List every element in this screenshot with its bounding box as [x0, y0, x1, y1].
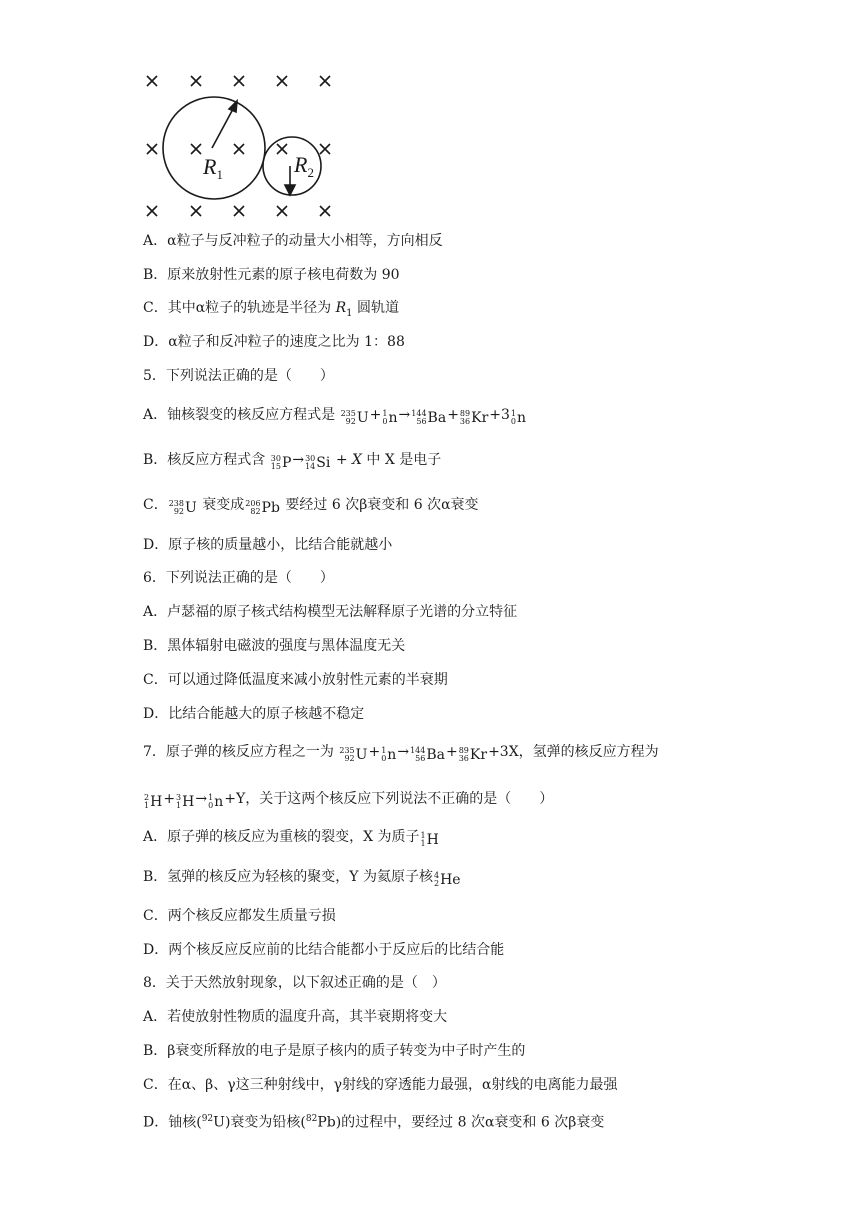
q4-option-d: D．α粒子和反冲粒子的速度之比为 1：88	[143, 334, 405, 350]
q5-option-c: C． 238 92 U 衰变成 206 82 Pb 要经过 6 次β衰变和 6 次α衰变	[143, 497, 479, 516]
cross-mark	[320, 76, 330, 86]
q8-option-b: B．β衰变所释放的电子是原子核内的质子转变为中子时产生的	[143, 1043, 526, 1059]
q8-option-a: A．若使放射性物质的温度升高，其半衰期将变大	[143, 1009, 448, 1025]
q5-option-d: D．原子核的质量越小，比结合能就越小	[143, 537, 393, 553]
q6-option-a: A．卢瑟福的原子核式结构模型无法解释原子光谱的分立特征	[143, 604, 518, 620]
q7-option-b: B．氢弹的核反应为轻核的聚变，Y 为氦原子核 4 2 He	[143, 869, 461, 888]
r1-label: $R_1$	[203, 154, 223, 182]
cross-mark	[191, 206, 201, 216]
cross-mark	[320, 206, 330, 216]
magnetic-field-figure	[140, 68, 340, 224]
cross-mark	[147, 144, 157, 154]
cross-mark	[191, 76, 201, 86]
q5-option-b: B．核反应方程式含 30 15 P→ 30 14 Si + X 中 X 是电子	[143, 452, 442, 471]
r1-arrow	[212, 101, 237, 148]
cross-marks	[147, 76, 330, 216]
q8-option-c: C．在α、β、γ这三种射线中，γ射线的穿透能力最强，α射线的电离能力最强	[143, 1077, 618, 1093]
q6-option-c: C．可以通过降低温度来减小放射性元素的半衰期	[143, 672, 448, 688]
q7-option-a: A．原子弹的核反应为重核的裂变，X 为质子 1 1 H	[143, 829, 439, 848]
q6-option-d: D．比结合能越大的原子核越不稳定	[143, 706, 365, 722]
q4-option-c: C．其中α粒子的轨迹是半径为 $R_1$ 圆轨道	[143, 300, 399, 319]
cross-mark	[234, 76, 244, 86]
cross-mark	[277, 206, 287, 216]
q4-option-a: A．α粒子与反冲粒子的动量大小相等，方向相反	[143, 233, 443, 249]
r2-label: $R_2$	[294, 152, 314, 180]
q7-option-d: D．两个核反应反应前的比结合能都小于反应后的比结合能	[143, 942, 505, 958]
q7-stem-line2: 2 1 H+ 3 1 H→ 1 0 n+Y，关于这两个核反应下列说法不正确的是（ ）	[144, 791, 554, 810]
cross-mark	[147, 76, 157, 86]
q6-stem: 6．下列说法正确的是（ ）	[143, 570, 334, 586]
q5-option-a: A．铀核裂变的核反应方程式是 235 92 U+ 1 0 n→ 144 56 Ba+ 89 36 Kr+3 1 0 n	[143, 407, 527, 426]
q8-stem: 8．关于天然放射现象，以下叙述正确的是（ ）	[143, 975, 446, 991]
q7-option-c: C．两个核反应都发生质量亏损	[143, 908, 336, 924]
q7-stem-line1: 7．原子弹的核反应方程之一为 235 92 U+ 1 0 n→ 144 56 Ba+ 89 36 Kr+3X，氢弹的核反应方程为	[143, 744, 659, 763]
cross-mark	[320, 144, 330, 154]
large-orbit-circle	[163, 97, 265, 199]
q4-option-b: B．原来放射性元素的原子核电荷数为 90	[143, 267, 400, 283]
cross-mark	[234, 144, 244, 154]
cross-mark	[234, 206, 244, 216]
q5-stem: 5．下列说法正确的是（ ）	[143, 368, 334, 384]
cross-mark	[277, 144, 287, 154]
q8-option-d: D．铀核($^{92}$U)衰变为铅核($^{82}$Pb)的过程中，要经过 8 次α衰变和 6 次β衰变	[143, 1114, 605, 1131]
cross-mark	[191, 144, 201, 154]
q6-option-b: B．黑体辐射电磁波的强度与黑体温度无关	[143, 638, 406, 654]
cross-mark	[277, 76, 287, 86]
cross-mark	[147, 206, 157, 216]
